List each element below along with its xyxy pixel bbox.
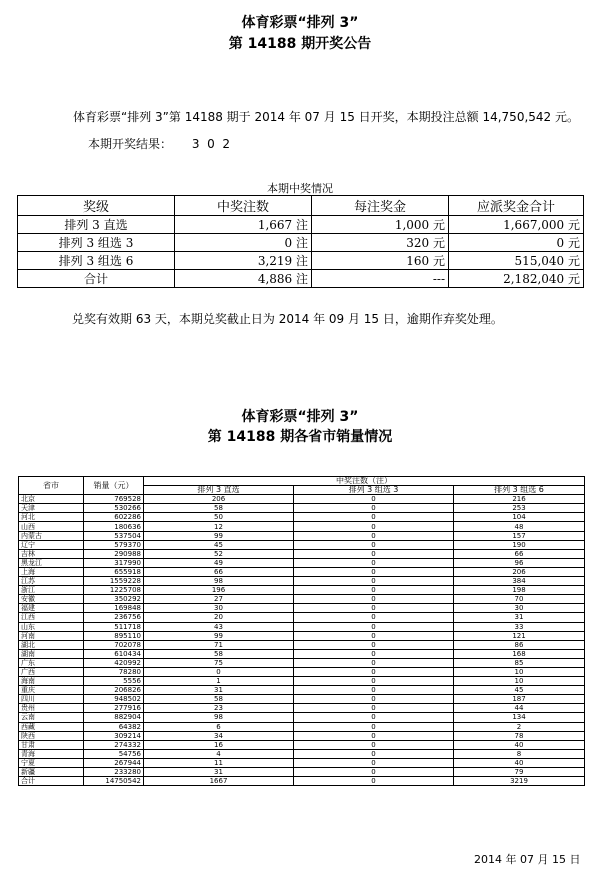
- province-name: 天津: [19, 504, 84, 513]
- province-name: 青海: [19, 749, 84, 758]
- group6-count: 8: [454, 749, 585, 758]
- sales-amount: 236756: [84, 613, 144, 622]
- prize-level: 排列 3 组选 6: [18, 252, 175, 270]
- table-row: [19, 667, 585, 676]
- header-winners: 中奖注数（注）: [144, 477, 585, 486]
- table-row: [19, 713, 585, 722]
- group6-count: 40: [454, 740, 585, 749]
- table-row: [19, 595, 585, 604]
- sales-amount: 350292: [84, 595, 144, 604]
- group3-count: 0: [294, 567, 454, 576]
- direct-count: 12: [144, 522, 294, 531]
- direct-count: 1: [144, 677, 294, 686]
- direct-count: 58: [144, 649, 294, 658]
- group3-count: 0: [294, 704, 454, 713]
- table-row: [19, 677, 585, 686]
- sales-amount: 655918: [84, 567, 144, 576]
- direct-count: 31: [144, 768, 294, 777]
- group6-count: 253: [454, 504, 585, 513]
- header-prize-level: 奖级: [18, 196, 175, 216]
- group3-count: 0: [294, 695, 454, 704]
- group6-count: 66: [454, 549, 585, 558]
- group3-count: 0: [294, 604, 454, 613]
- prize-total: 2,182,040 元: [449, 270, 584, 288]
- table-row: [19, 686, 585, 695]
- province-name: 黑龙江: [19, 558, 84, 567]
- province-name: 湖北: [19, 640, 84, 649]
- sales-amount: 274332: [84, 740, 144, 749]
- draw-result: [88, 135, 230, 152]
- group6-count: 70: [454, 595, 585, 604]
- sales-amount: 769528: [84, 495, 144, 504]
- sales-amount: 309214: [84, 731, 144, 740]
- province-name: 河北: [19, 513, 84, 522]
- group3-count: 0: [294, 622, 454, 631]
- group3-count: 0: [294, 658, 454, 667]
- province-name: 宁夏: [19, 758, 84, 767]
- group6-count: 40: [454, 758, 585, 767]
- header-direct: 排列 3 直选: [144, 486, 294, 495]
- sales-amount: 180636: [84, 522, 144, 531]
- header-sales: 销量（元）: [84, 477, 144, 495]
- sales-amount: 14750542: [84, 777, 144, 786]
- table-row: [19, 586, 585, 595]
- group3-count: 0: [294, 740, 454, 749]
- province-name: 甘肃: [19, 740, 84, 749]
- province-name: 安徽: [19, 595, 84, 604]
- group3-count: 0: [294, 558, 454, 567]
- group3-count: 0: [294, 595, 454, 604]
- table-row: [19, 604, 585, 613]
- table-row: [19, 722, 585, 731]
- sales-amount: 206826: [84, 686, 144, 695]
- result-numbers: 3 0 2: [191, 137, 231, 151]
- province-name: 合计: [19, 777, 84, 786]
- direct-count: 11: [144, 758, 294, 767]
- direct-count: 58: [144, 695, 294, 704]
- group6-count: 104: [454, 513, 585, 522]
- group6-count: 10: [454, 677, 585, 686]
- group3-count: 0: [294, 586, 454, 595]
- group3-count: 0: [294, 522, 454, 531]
- direct-count: 16: [144, 740, 294, 749]
- direct-count: 66: [144, 567, 294, 576]
- group6-count: 187: [454, 695, 585, 704]
- group6-count: 168: [454, 649, 585, 658]
- group3-count: 0: [294, 777, 454, 786]
- sales-amount: 277916: [84, 704, 144, 713]
- table-row: [19, 740, 585, 749]
- announcement-subtitle: 第 14188 期开奖公告: [228, 36, 372, 52]
- prize-table-caption: 本期中奖情况: [267, 182, 333, 195]
- group3-count: 0: [294, 722, 454, 731]
- group3-count: 0: [294, 549, 454, 558]
- province-name: 上海: [19, 567, 84, 576]
- province-name: 云南: [19, 713, 84, 722]
- sales-amount: 537504: [84, 531, 144, 540]
- result-label: 本期开奖结果：: [88, 137, 173, 151]
- direct-count: 27: [144, 595, 294, 604]
- direct-count: 196: [144, 586, 294, 595]
- winner-count: 3,219 注: [175, 252, 312, 270]
- sales-amount: 233280: [84, 768, 144, 777]
- table-row: [19, 749, 585, 758]
- claim-notice: 兑奖有效期 63 天，本期兑奖截止日为 2014 年 09 月 15 日，逾期作弃奖处理。: [72, 312, 503, 326]
- table-row: [19, 695, 585, 704]
- table-row: [19, 768, 585, 777]
- province-name: 浙江: [19, 586, 84, 595]
- province-name: 四川: [19, 695, 84, 704]
- group3-count: 0: [294, 531, 454, 540]
- table-row: [19, 731, 585, 740]
- group6-count: 190: [454, 540, 585, 549]
- sales-amount: 511718: [84, 622, 144, 631]
- table-row: [18, 252, 584, 270]
- prize-total: 1,667,000 元: [449, 216, 584, 234]
- province-name: 广西: [19, 667, 84, 676]
- group6-count: 44: [454, 704, 585, 713]
- group3-count: 0: [294, 577, 454, 586]
- table-row: [19, 513, 585, 522]
- table-row: [19, 540, 585, 549]
- prize-total: 515,040 元: [449, 252, 584, 270]
- group6-count: 85: [454, 658, 585, 667]
- group6-count: 30: [454, 604, 585, 613]
- province-name: 江西: [19, 613, 84, 622]
- direct-count: 43: [144, 622, 294, 631]
- sales-amount: 420992: [84, 658, 144, 667]
- group3-count: 0: [294, 749, 454, 758]
- table-row: [19, 658, 585, 667]
- prize-per-bet: 160 元: [312, 252, 449, 270]
- group6-count: 3219: [454, 777, 585, 786]
- province-name: 江苏: [19, 577, 84, 586]
- province-name: 山东: [19, 622, 84, 631]
- group3-count: 0: [294, 758, 454, 767]
- direct-count: 31: [144, 686, 294, 695]
- header-prize-per-bet: 每注奖金: [312, 196, 449, 216]
- table-row: [18, 270, 584, 288]
- sales-amount: 64382: [84, 722, 144, 731]
- table-row: [19, 704, 585, 713]
- direct-count: 52: [144, 549, 294, 558]
- sales-amount: 948502: [84, 695, 144, 704]
- province-name: 辽宁: [19, 540, 84, 549]
- direct-count: 4: [144, 749, 294, 758]
- group3-count: 0: [294, 513, 454, 522]
- sales-subtitle: 第 14188 期各省市销量情况: [207, 429, 393, 445]
- sales-date: 2014 年 07 月 15 日: [474, 853, 581, 866]
- sales-amount: 895110: [84, 631, 144, 640]
- group3-count: 0: [294, 504, 454, 513]
- group3-count: 0: [294, 649, 454, 658]
- group3-count: 0: [294, 713, 454, 722]
- group3-count: 0: [294, 667, 454, 676]
- table-row: [19, 613, 585, 622]
- group6-count: 10: [454, 667, 585, 676]
- group6-count: 216: [454, 495, 585, 504]
- group6-count: 121: [454, 631, 585, 640]
- direct-count: 45: [144, 540, 294, 549]
- direct-count: 98: [144, 713, 294, 722]
- table-row: [19, 758, 585, 767]
- group6-count: 86: [454, 640, 585, 649]
- table-row: [19, 558, 585, 567]
- sales-amount: 54756: [84, 749, 144, 758]
- sales-amount: 1559228: [84, 577, 144, 586]
- direct-count: 99: [144, 631, 294, 640]
- group3-count: 0: [294, 631, 454, 640]
- sales-amount: 602286: [84, 513, 144, 522]
- province-name: 西藏: [19, 722, 84, 731]
- direct-count: 20: [144, 613, 294, 622]
- direct-count: 0: [144, 667, 294, 676]
- sales-amount: 702078: [84, 640, 144, 649]
- prize-level: 排列 3 直选: [18, 216, 175, 234]
- province-name: 陕西: [19, 731, 84, 740]
- group6-count: 33: [454, 622, 585, 631]
- province-name: 北京: [19, 495, 84, 504]
- sales-amount: 610434: [84, 649, 144, 658]
- table-row: [19, 777, 585, 786]
- province-name: 山西: [19, 522, 84, 531]
- province-name: 湖南: [19, 649, 84, 658]
- province-name: 贵州: [19, 704, 84, 713]
- winner-count: 0 注: [175, 234, 312, 252]
- group3-count: 0: [294, 495, 454, 504]
- province-name: 吉林: [19, 549, 84, 558]
- direct-count: 99: [144, 531, 294, 540]
- group3-count: 0: [294, 540, 454, 549]
- group6-count: 384: [454, 577, 585, 586]
- group3-count: 0: [294, 731, 454, 740]
- group6-count: 31: [454, 613, 585, 622]
- table-row: [18, 216, 584, 234]
- direct-count: 6: [144, 722, 294, 731]
- group6-count: 157: [454, 531, 585, 540]
- group3-count: 0: [294, 768, 454, 777]
- table-row: [18, 234, 584, 252]
- table-row: [19, 631, 585, 640]
- group6-count: 45: [454, 686, 585, 695]
- direct-count: 23: [144, 704, 294, 713]
- winner-count: 4,886 注: [175, 270, 312, 288]
- sales-amount: 78280: [84, 667, 144, 676]
- group6-count: 206: [454, 567, 585, 576]
- province-name: 新疆: [19, 768, 84, 777]
- direct-count: 58: [144, 504, 294, 513]
- prize-per-bet: 1,000 元: [312, 216, 449, 234]
- province-name: 重庆: [19, 686, 84, 695]
- group3-count: 0: [294, 677, 454, 686]
- group6-count: 198: [454, 586, 585, 595]
- draw-summary: 体育彩票“排列 3”第 14188 期于 2014 年 07 月 15 日开奖，本期投注总额 14,750,542 元。: [73, 110, 579, 124]
- direct-count: 49: [144, 558, 294, 567]
- group6-count: 48: [454, 522, 585, 531]
- direct-count: 98: [144, 577, 294, 586]
- province-sales-table: [18, 476, 585, 786]
- direct-count: 75: [144, 658, 294, 667]
- direct-count: 71: [144, 640, 294, 649]
- sales-amount: 5556: [84, 677, 144, 686]
- sales-amount: 169848: [84, 604, 144, 613]
- province-table-body: [19, 495, 585, 786]
- table-row: [19, 549, 585, 558]
- table-row: [19, 504, 585, 513]
- table-row: [19, 577, 585, 586]
- prize-table-header: [18, 196, 584, 216]
- sales-amount: 290988: [84, 549, 144, 558]
- group6-count: 2: [454, 722, 585, 731]
- header-group3: 排列 3 组选 3: [294, 486, 454, 495]
- sales-amount: 317990: [84, 558, 144, 567]
- prize-level: 排列 3 组选 3: [18, 234, 175, 252]
- winner-count: 1,667 注: [175, 216, 312, 234]
- group6-count: 78: [454, 731, 585, 740]
- sales-title: 体育彩票“排列 3”: [241, 409, 359, 425]
- province-name: 广东: [19, 658, 84, 667]
- prize-per-bet: 320 元: [312, 234, 449, 252]
- announcement-title: 体育彩票“排列 3”: [241, 15, 359, 31]
- prize-total: 0 元: [449, 234, 584, 252]
- direct-count: 34: [144, 731, 294, 740]
- table-row: [19, 495, 585, 504]
- header-winner-count: 中奖注数: [175, 196, 312, 216]
- header-group6: 排列 3 组选 6: [454, 486, 585, 495]
- prize-per-bet: ---: [312, 270, 449, 288]
- province-name: 河南: [19, 631, 84, 640]
- header-prize-total: 应派奖金合计: [449, 196, 584, 216]
- group3-count: 0: [294, 640, 454, 649]
- province-name: 海南: [19, 677, 84, 686]
- group6-count: 134: [454, 713, 585, 722]
- table-row: [19, 649, 585, 658]
- table-row: [19, 640, 585, 649]
- group6-count: 96: [454, 558, 585, 567]
- sales-amount: 530266: [84, 504, 144, 513]
- table-row: [19, 567, 585, 576]
- direct-count: 1667: [144, 777, 294, 786]
- prize-level: 合计: [18, 270, 175, 288]
- sales-amount: 882904: [84, 713, 144, 722]
- sales-amount: 1225708: [84, 586, 144, 595]
- group3-count: 0: [294, 686, 454, 695]
- province-name: 内蒙古: [19, 531, 84, 540]
- prize-table: [17, 195, 584, 288]
- header-province: 省市: [19, 477, 84, 495]
- direct-count: 30: [144, 604, 294, 613]
- direct-count: 206: [144, 495, 294, 504]
- sales-amount: 267944: [84, 758, 144, 767]
- table-row: [19, 622, 585, 631]
- group3-count: 0: [294, 613, 454, 622]
- group6-count: 79: [454, 768, 585, 777]
- table-row: [19, 531, 585, 540]
- sales-amount: 579370: [84, 540, 144, 549]
- province-name: 福建: [19, 604, 84, 613]
- direct-count: 50: [144, 513, 294, 522]
- table-row: [19, 522, 585, 531]
